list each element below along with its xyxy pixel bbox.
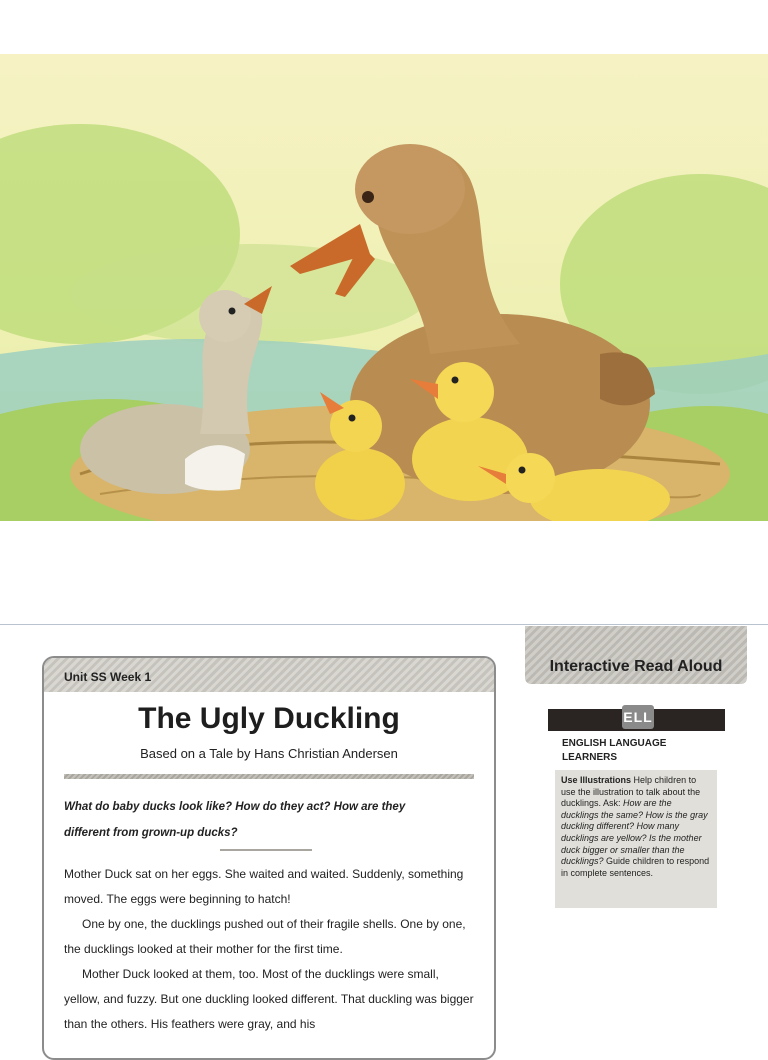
story-subtitle: Based on a Tale by Hans Christian Andersen	[140, 746, 398, 761]
ell-heading: ENGLISH LANGUAGE LEARNERS	[562, 738, 667, 763]
story-body	[64, 862, 476, 1037]
tip-title: Use Illustrations	[561, 775, 632, 785]
interactive-read-aloud-tab	[525, 626, 747, 684]
question-rule	[220, 849, 312, 851]
tip-intro: Help children to use the illustration to talk about the ducklings. Ask:	[561, 775, 701, 809]
card-header	[44, 658, 494, 692]
story-paragraph: Mother Duck looked at them, too. Most of the ducklings were small, yellow, and fuzzy. But one duckling looked different. That duckling was bigger than the others. His feathers were gray, and his	[64, 967, 474, 1031]
story-paragraph: Mother Duck sat on her eggs. She waited and waited. Suddenly, something moved. The eggs were beginning to hatch!	[64, 867, 464, 906]
duck-family-illustration	[0, 54, 768, 521]
tip-outro: Guide children to respond in complete sentences.	[561, 856, 710, 878]
duck-family-illustration-icon	[0, 54, 768, 521]
ell-bar	[548, 709, 725, 731]
ell-badge: ELL	[622, 705, 654, 729]
tip-questions: How are the ducklings the same? How is the gray duckling different? How many ducklings are yellow? Is the mother duck bigger or smaller than the ducklings?	[561, 798, 708, 867]
ell-tip-box	[555, 770, 717, 908]
question-line-1: What do baby ducks look like? How do they act? How are they	[64, 801, 406, 813]
title-rule	[64, 774, 474, 779]
interactive-read-aloud-label: Interactive Read Aloud	[549, 658, 723, 675]
question-line-2: different from grown-up ducks?	[64, 827, 238, 839]
guiding-question	[64, 794, 474, 846]
unit-week-label: Unit SS Week 1	[64, 670, 152, 684]
top-margin	[0, 0, 768, 54]
story-paragraph: One by one, the ducklings pushed out of their fragile shells. One by one, the ducklings looked at their mother for the first time.	[64, 917, 466, 956]
story-title: The Ugly Duckling	[138, 702, 400, 735]
story-card	[42, 656, 496, 1060]
page-divider	[0, 624, 768, 625]
